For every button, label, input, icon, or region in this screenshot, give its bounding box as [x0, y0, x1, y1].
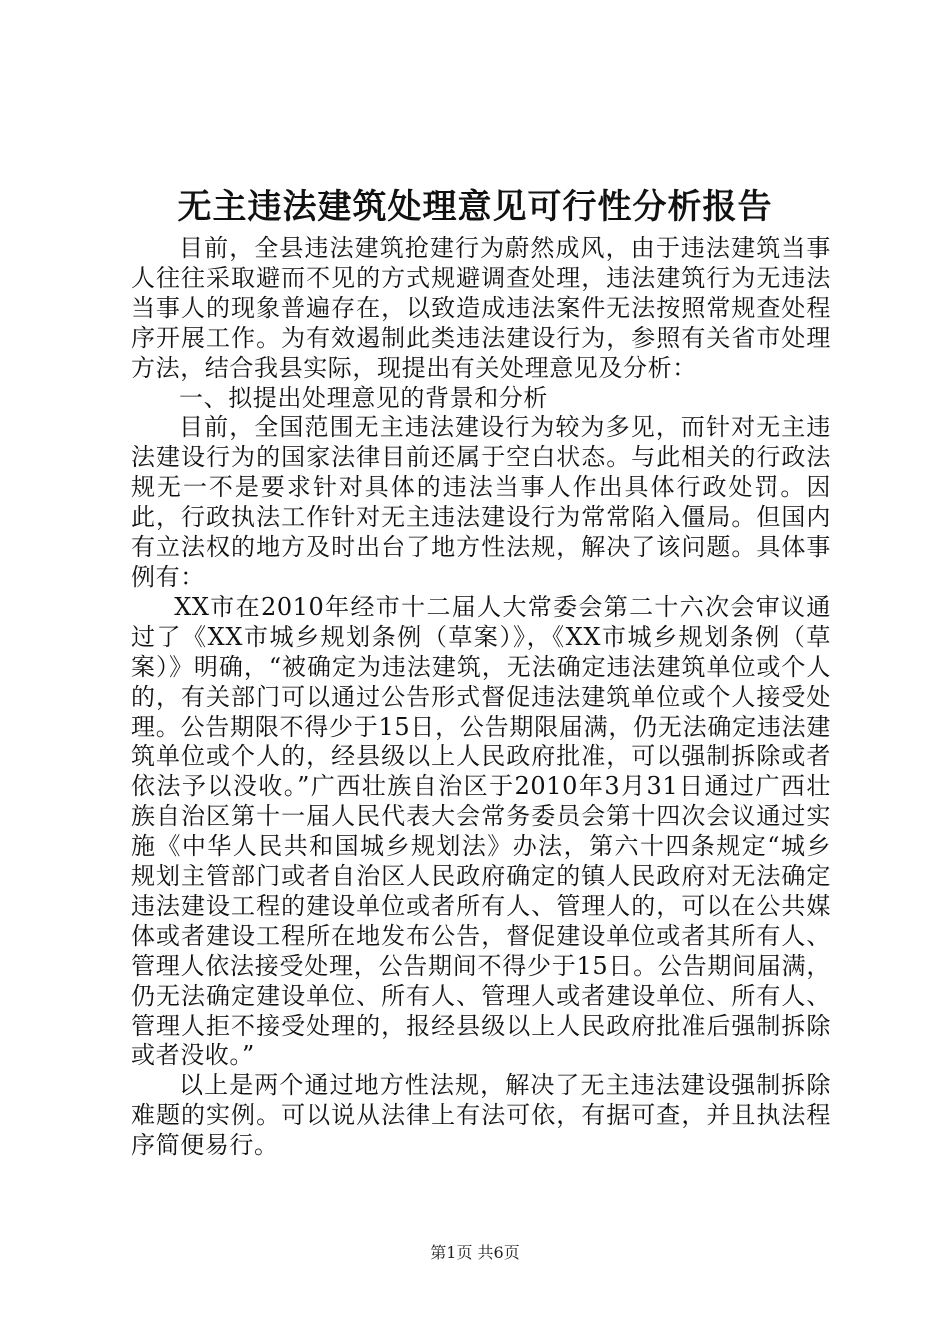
- page-footer: 第1页 共6页: [430, 1243, 520, 1262]
- document-title: 无主违法建筑处理意见可行性分析报告: [177, 187, 773, 227]
- document-body: [131, 234, 831, 1161]
- paragraph-examples: XX市在2010年经市十二届人大常委会第二十六次会审议通过了《XX市城乡规划条例（草案）》，《XX市城乡规划条例（草案）》明确，“被确定为违法建筑，无法确定违法建筑单位或个人的，有关部门可以通过公告形式督促违法建筑单位或个人接受处理。公告期限不得少于15日，公告期限届满，仍无法确定违法建筑单位或个人的，经县级以上人民政府批准，可以强制拆除或者依法予以没收。”广西壮族自治区于2010年3月31日通过广西壮族自治区第十一届人民代表大会常务委员会第十四次会议通过实施《中华人民共和国城乡规划法》办法，第六十四条规定“城乡规划主管部门或者自治区人民政府确定的镇人民政府对无法确定违法建设工程的建设单位或者所有人、管理人的，可以在公共媒体或者建设工程所在地发布公告，督促建设单位或者其所有人、管理人依法接受处理，公告期间不得少于15日。公告期间届满，仍无法确定建设单位、所有人、管理人或者建设单位、所有人、管理人拒不接受处理的，报经县级以上人民政府批准后强制拆除或者没收。”: [131, 592, 831, 1070]
- paragraph-background: 目前，全国范围无主违法建设行为较为多见，而针对无主违法建设行为的国家法律目前还属于空白状态。与此相关的行政法规无一不是要求针对具体的违法当事人作出具体行政处罚。因此，行政执法工作针对无主违法建设行为常常陷入僵局。但国内有立法权的地方及时出台了地方性法规，解决了该问题。具体事例有：: [131, 413, 831, 591]
- paragraph-conclusion: 以上是两个通过地方性法规，解决了无主违法建设强制拆除难题的实例。可以说从法律上有法可依，有据可查，并且执法程序简便易行。: [131, 1071, 831, 1160]
- section-heading: 一、拟提出处理意见的背景和分析: [179, 383, 548, 412]
- paragraph-intro: 目前，全县违法建筑抢建行为蔚然成风，由于违法建筑当事人往往采取避而不见的方式规避调查处理，违法建筑行为无违法当事人的现象普遍存在，以致造成违法案件无法按照常规查处程序开展工作。为有效遏制此类违法建设行为，参照有关省市处理方法，结合我县实际，现提出有关处理意见及分析：: [131, 234, 831, 382]
